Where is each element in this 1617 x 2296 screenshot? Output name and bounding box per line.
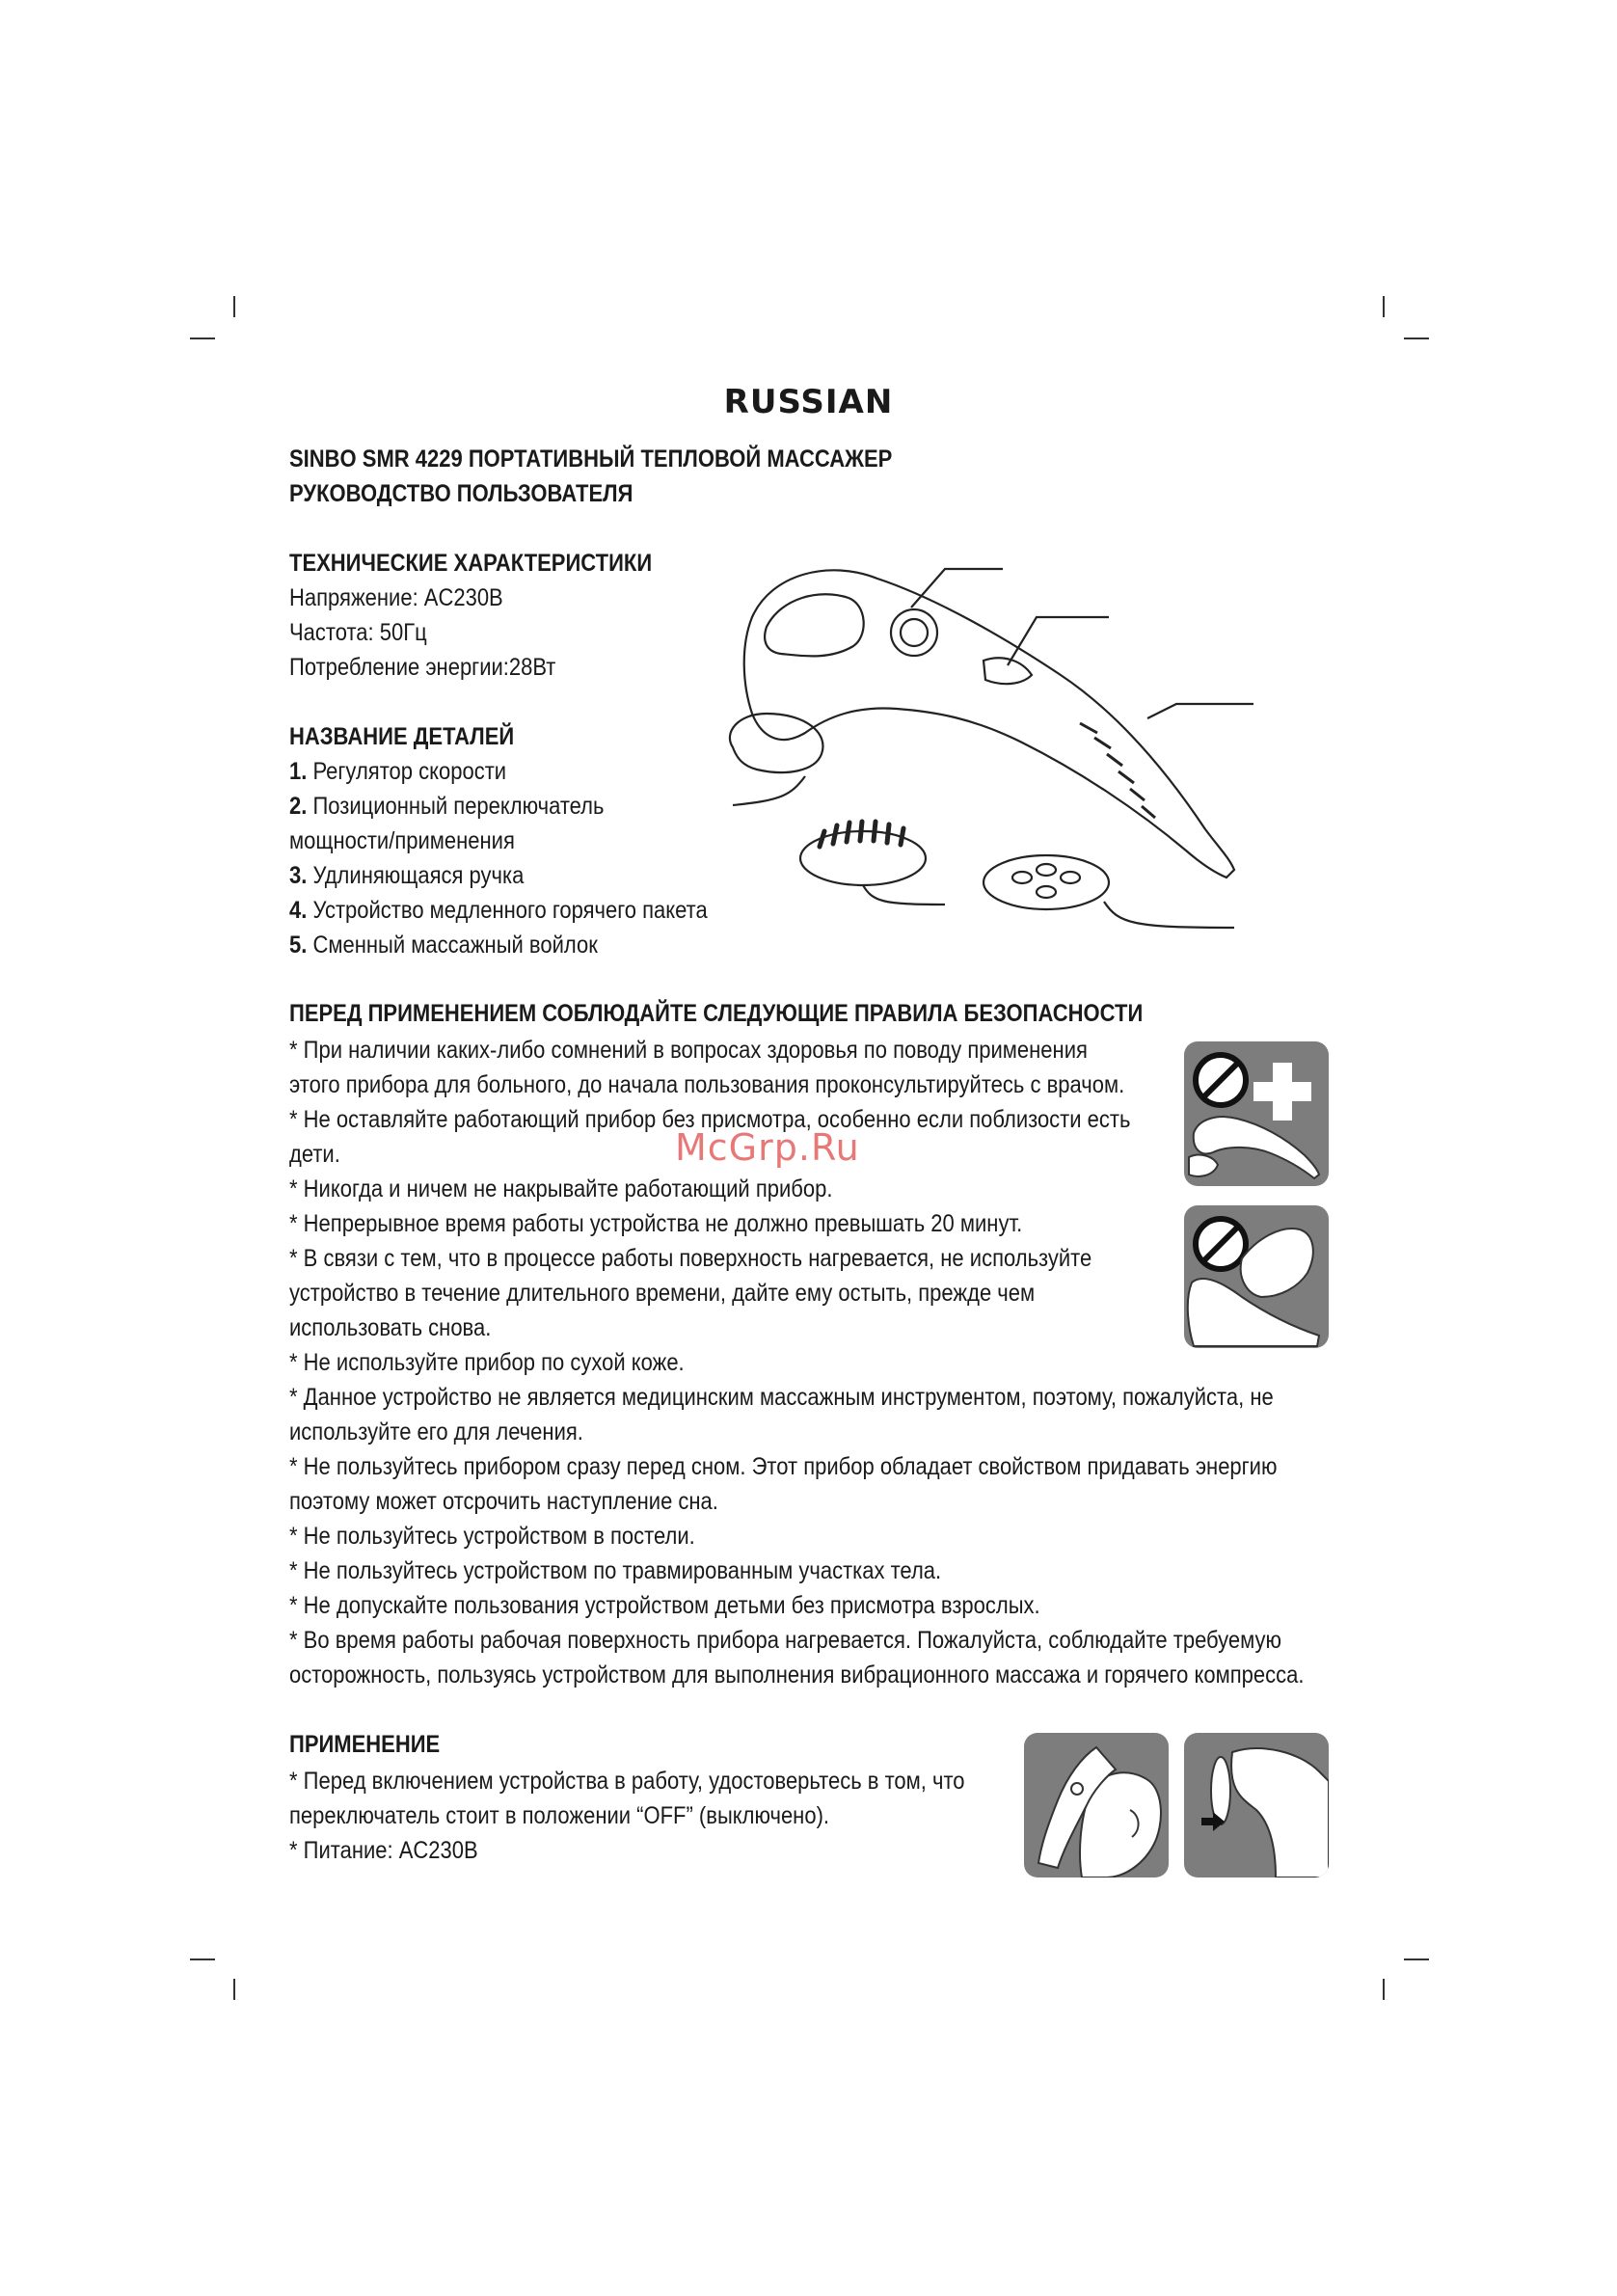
callout-3 (1147, 704, 1253, 718)
part-label: Устройство медленного горячего пакета (307, 897, 708, 924)
specs-heading: ТЕХНИЧЕСКИЕ ХАРАКТЕРИСТИКИ (289, 550, 653, 577)
speed-dial-icon (891, 609, 937, 656)
callout-6 (1104, 902, 1234, 928)
callout-2 (1008, 617, 1109, 665)
hand-icon (1241, 1229, 1313, 1297)
safety-line: * Не допускайте пользования устройством детьми без присмотра взрослых. (289, 1592, 1040, 1619)
pictogram-no-medical (1184, 1041, 1329, 1186)
crop-mark (1383, 1979, 1385, 2000)
safety-heading: ПЕРЕД ПРИМЕНЕНИЕМ СОБЛЮДАЙТЕ СЛЕДУЮЩИЕ ПРАВИЛА БЕЗОПАСНОСТИ (289, 1000, 1144, 1027)
doc-title-line1: SINBO SMR 4229 ПОРТАТИВНЫЙ ТЕПЛОВОЙ МАССАЖЕР (289, 446, 893, 473)
massage-head (730, 714, 823, 772)
massager-illustration (714, 540, 1253, 945)
crop-mark (1404, 338, 1429, 339)
crop-mark (233, 1979, 235, 2000)
part-item-3 (289, 858, 524, 893)
safety-line: устройство в течение длительного времени, дайте ему остыть, прежде чем (289, 1280, 1036, 1307)
crop-mark (233, 296, 235, 317)
language-title: RUSSIAN (723, 383, 894, 421)
part-label: Регулятор скорости (307, 758, 507, 785)
safety-line: используйте его для лечения. (289, 1418, 583, 1445)
massager-body (744, 570, 1234, 878)
callout-5 (863, 885, 945, 905)
safety-line: * В связи с тем, что в процессе работы поверхность нагревается, не используйте (289, 1245, 1092, 1272)
safety-line: осторожность, пользуясь устройством для выполнения вибрационного массажа и горячего компресса. (289, 1661, 1305, 1688)
safety-line: поэтому может отсрочить наступление сна. (289, 1488, 718, 1515)
switch-icon (984, 658, 1032, 684)
comb-attachment-icon (800, 831, 926, 885)
safety-line: * Во время работы рабочая поверхность прибора нагревается. Пожалуйста, соблюдайте требуемую (289, 1627, 1282, 1654)
part-num: 4. (289, 897, 308, 924)
part-item-4 (289, 893, 708, 928)
part-label: мощности/применения (289, 827, 515, 854)
pictogram-usage-neck (1024, 1733, 1169, 1877)
crop-mark (190, 338, 215, 339)
safety-line: * Не пользуйтесь устройством по травмированным участках тела. (289, 1557, 942, 1584)
part-label: Сменный массажный войлок (307, 932, 598, 959)
safety-line: * Не оставляйте работающий прибор без присмотра, особенно если поблизости есть (289, 1106, 1131, 1133)
spec-frequency: Частота: 50Гц (289, 619, 427, 646)
safety-line: * Не пользуйтесь устройством в постели. (289, 1523, 695, 1550)
callout-4 (733, 776, 805, 805)
crop-mark (1383, 296, 1385, 317)
spec-power: Потребление энергии:28Вт (289, 654, 556, 681)
part-num: 1. (289, 758, 308, 785)
part-item-2 (289, 789, 604, 824)
watermark: McGrp.Ru (675, 1126, 860, 1169)
part-num: 5. (289, 932, 308, 959)
pictogram-no-cover (1184, 1205, 1329, 1348)
medical-cross-icon (1253, 1063, 1311, 1121)
doc-title-line2: РУКОВОДСТВО ПОЛЬЗОВАТЕЛЯ (289, 480, 633, 507)
part-num: 2. (289, 793, 308, 820)
safety-line: использовать снова. (289, 1314, 492, 1341)
safety-line: * Непрерывное время работы устройства не должно превышать 20 минут. (289, 1210, 1023, 1237)
crop-mark (190, 1958, 215, 1960)
parts-heading: НАЗВАНИЕ ДЕТАЛЕЙ (289, 723, 515, 750)
callout-1 (911, 569, 1003, 608)
part-item-5 (289, 928, 598, 962)
part-label: Удлиняющаяся ручка (307, 862, 525, 889)
massager-head-top (765, 594, 864, 656)
handle-grip (1080, 723, 1155, 818)
pictogram-attach-head (1184, 1733, 1329, 1877)
safety-line: дети. (289, 1141, 340, 1168)
part-item-2-cont (289, 824, 515, 858)
part-num: 3. (289, 862, 308, 889)
usage-line: * Перед включением устройства в работу, удостоверьтесь в том, что (289, 1768, 965, 1795)
safety-line: * Данное устройство не является медицинским массажным инструментом, поэтому, пожалуйста, не (289, 1384, 1274, 1411)
safety-line: * Не используйте прибор по сухой коже. (289, 1349, 685, 1376)
part-item-1 (289, 754, 506, 789)
usage-heading: ПРИМЕНЕНИЕ (289, 1731, 441, 1758)
safety-line: * Никогда и ничем не накрывайте работающий прибор. (289, 1175, 833, 1202)
safety-line: * Не пользуйтесь прибором сразу перед сном. Этот прибор обладает свойством придавать энергию (289, 1453, 1278, 1480)
safety-line: * При наличии каких-либо сомнений в вопросах здоровья по поводу применения (289, 1037, 1088, 1064)
crop-mark (1404, 1958, 1429, 1960)
usage-line: * Питание: AC230В (289, 1837, 478, 1864)
usage-line: переключатель стоит в положении “OFF” (выключено). (289, 1802, 830, 1829)
spec-voltage: Напряжение: AC230В (289, 584, 503, 611)
safety-line: этого прибора для больного, до начала пользования проконсультируйтесь с врачом. (289, 1071, 1125, 1098)
part-label: Позиционный переключатель (307, 793, 605, 820)
massager-icon (1231, 1748, 1329, 1877)
